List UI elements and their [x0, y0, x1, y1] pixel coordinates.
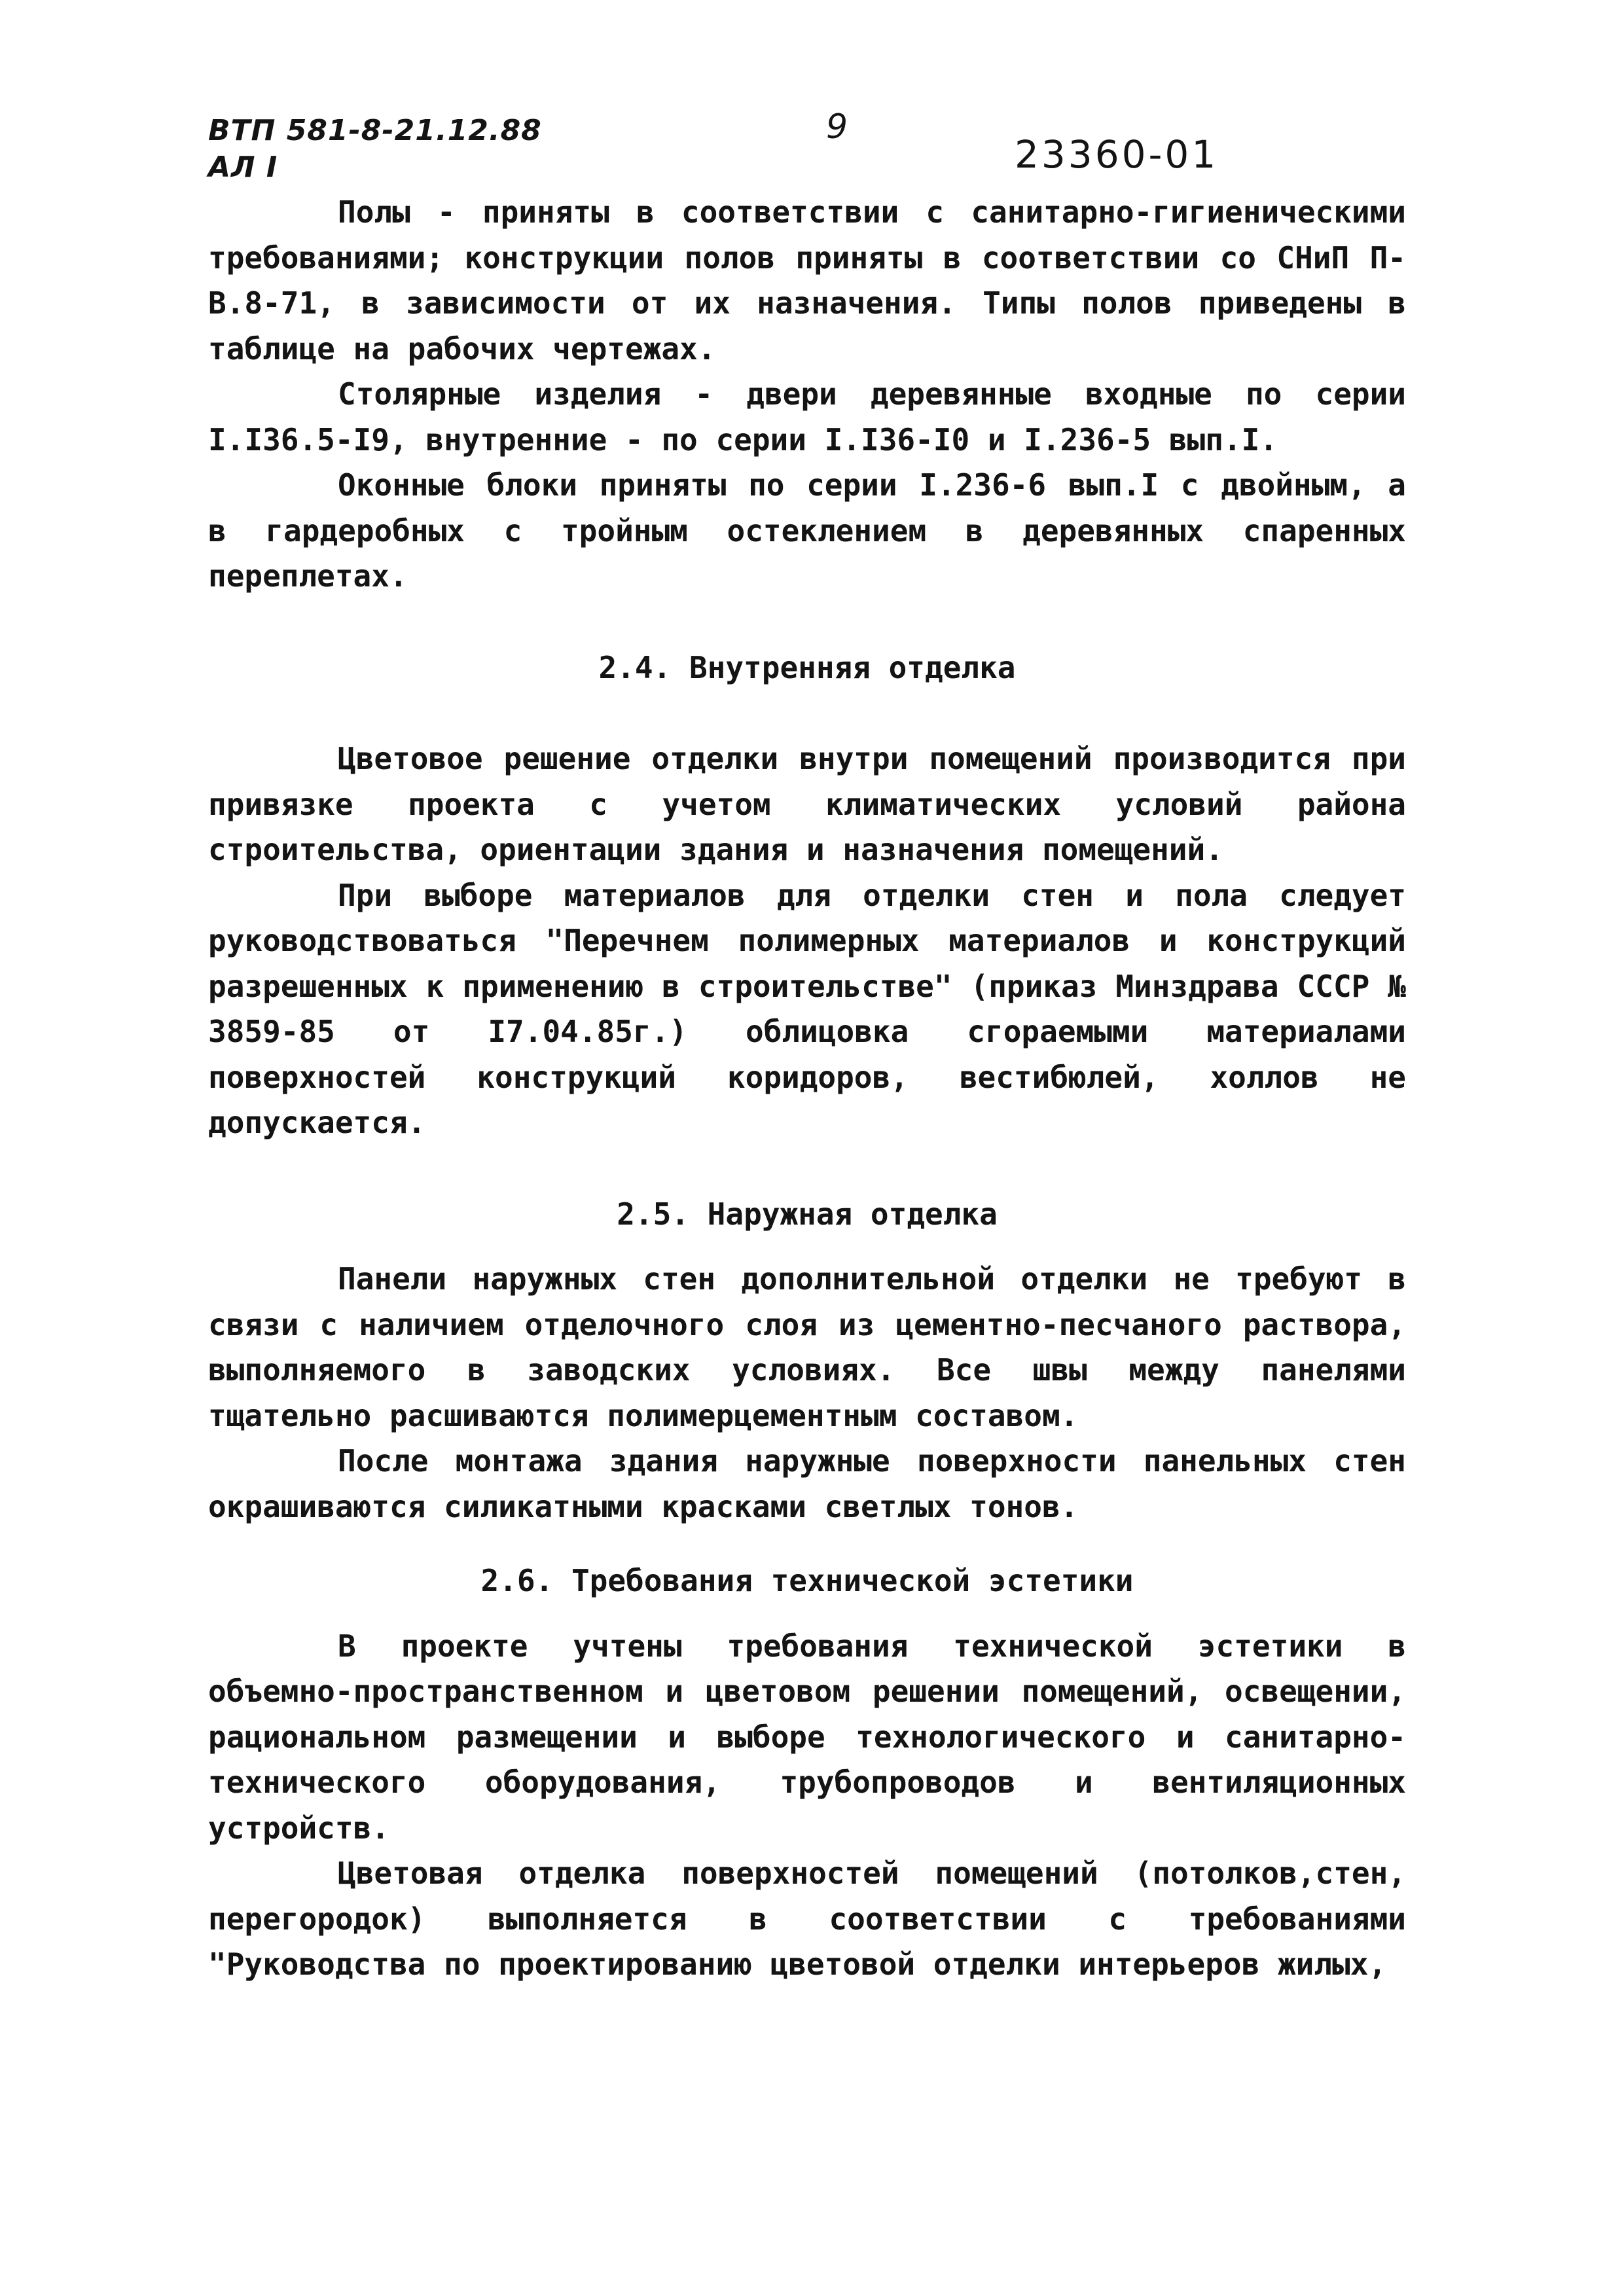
- document-code: [208, 113, 542, 186]
- exterior-paragraph-1: Панели наружных стен дополнительной отделки не требуют в связи с наличием отделочного слоя из цементно-песчаного раствора, выполняемого в заводских условиях. Все швы между панелями тщательно расшиваются полимерцементным составом.: [208, 1261, 1406, 1433]
- section-heading-interior: 2.4. Внутренняя отделка: [598, 649, 1016, 685]
- document-code-line1: ВТП 581-8-21.12.88: [208, 114, 542, 147]
- document-number: 23360-01: [1015, 132, 1219, 177]
- aesthetics-paragraph-1: В проекте учтены требования технической эстетики в объемно-пространственном и цветовом решении помещений, освещении, рациональном размещении и выборе технологического и санитарно-технического оборудования, трубопроводов и вентиляционных устройств.: [208, 1628, 1406, 1846]
- floors-paragraph: Полы - приняты в соответствии с санитарно-гигиеническими требованиями; конструкции полов приняты в соответствии со СНиП П-В.8-71, в зависимости от их назначения. Типы полов приведены в таблице на рабочих чертежах.: [208, 194, 1406, 367]
- document-code-line2: АЛ I: [208, 151, 278, 184]
- interior-paragraph-1: Цветовое решение отделки внутри помещений производится при привязке проекта с учетом климатических условий района строительства, ориентации здания и назначения помещений.: [208, 741, 1406, 867]
- aesthetics-paragraph-2: Цветовая отделка поверхностей помещений (потолков,стен, перегородок) выполняется в соответствии с требованиями "Руководства по проектированию цветовой отделки интерьеров жилых,: [208, 1856, 1406, 1982]
- exterior-paragraph-2: После монтажа здания наружные поверхности панельных стен окрашиваются силикатными красками светлых тонов.: [208, 1443, 1406, 1524]
- section-heading-exterior: 2.5. Наружная отделка: [617, 1196, 998, 1232]
- section-heading-aesthetics: 2.6. Требования технической эстетики: [480, 1563, 1134, 1598]
- windows-paragraph: Оконные блоки приняты по серии I.236-6 вып.I с двойным, а в гардеробных с тройным остеклением в деревянных спаренных переплетах.: [208, 467, 1406, 594]
- joinery-paragraph: Столярные изделия - двери деревянные входные по серии I.I36.5-I9, внутренние - по серии I.I36-I0 и I.236-5 вып.I.: [208, 376, 1406, 457]
- page-number: 9: [826, 107, 848, 147]
- document-body: [208, 190, 1406, 1988]
- interior-paragraph-2: При выборе материалов для отделки стен и пола следует руководствоваться "Перечнем полимерных материалов и конструкций разрешенных к применению в строительстве" (приказ Минздрава СССР № 3859-85 от I7.04.85г.) облицовка сгораемыми материалами поверхностей конструкций коридоров, вестибюлей, холлов не допускается.: [208, 877, 1406, 1140]
